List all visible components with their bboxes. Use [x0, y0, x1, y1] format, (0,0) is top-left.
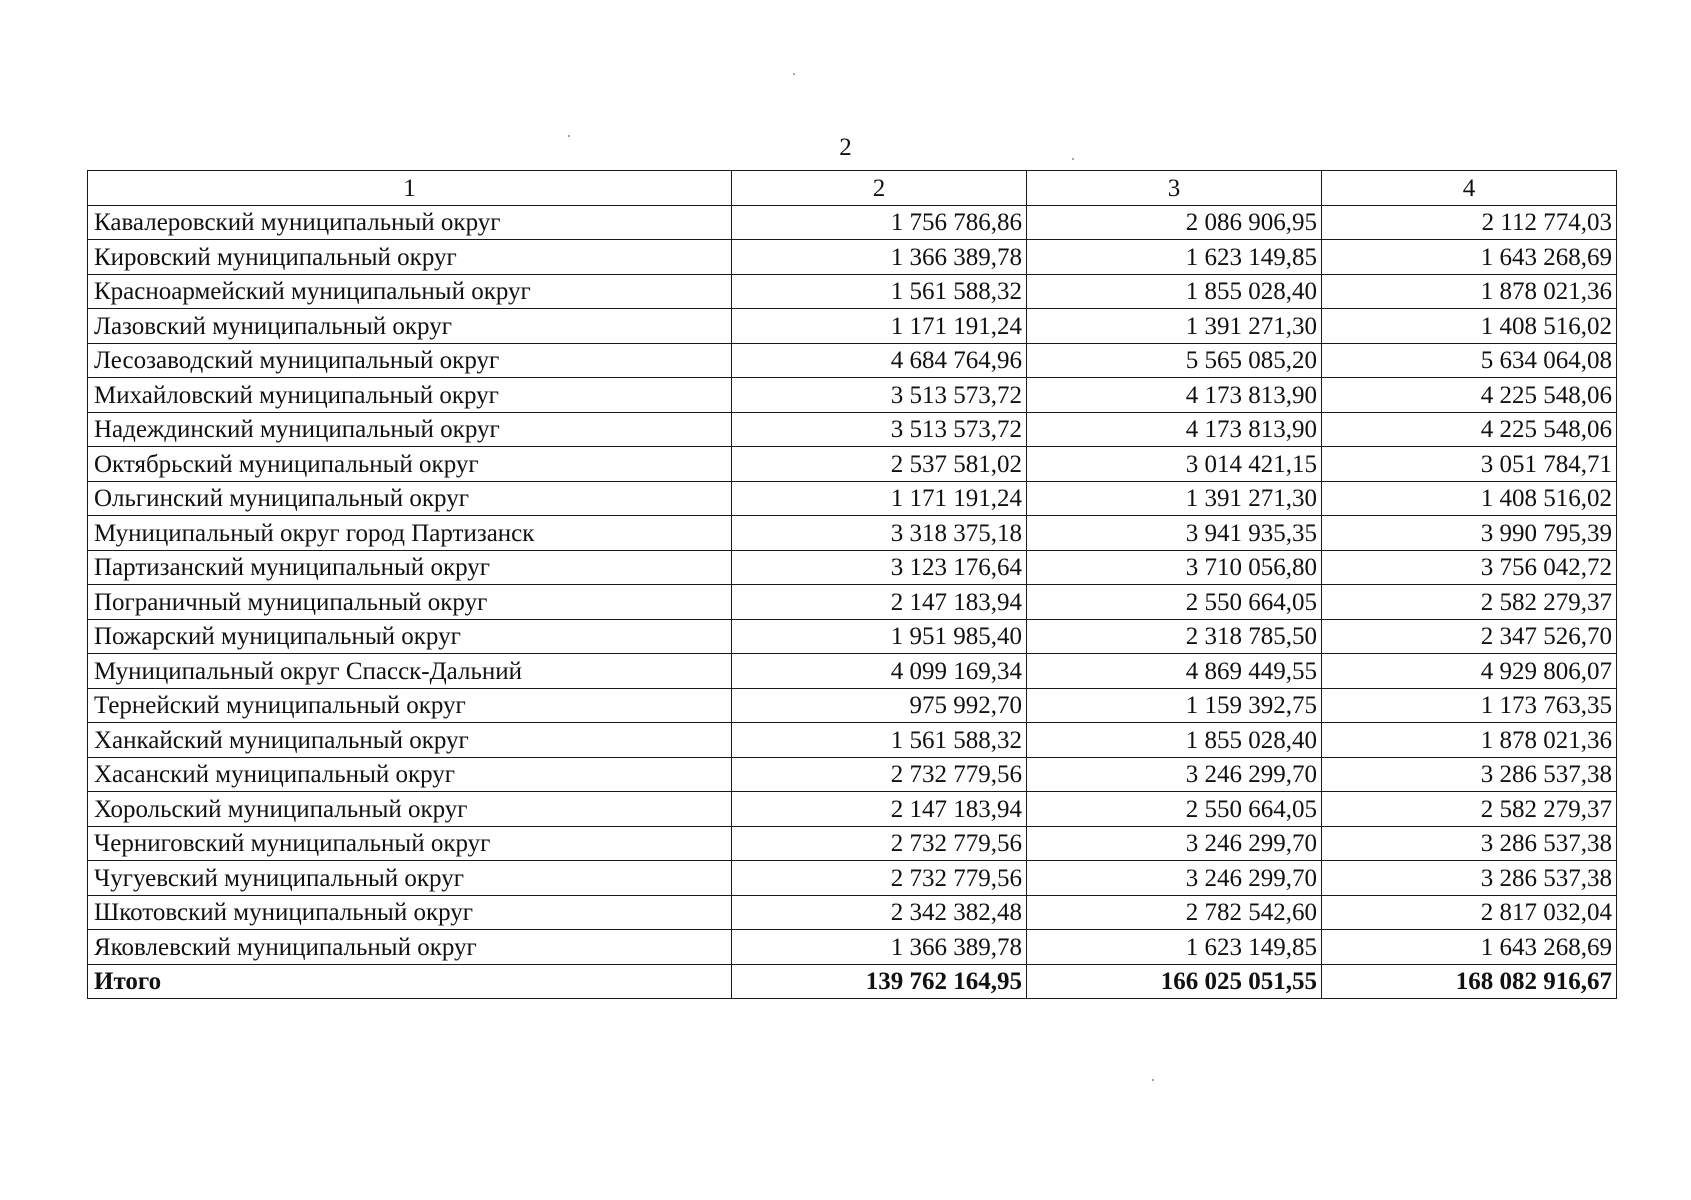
district-name: Октябрьский муниципальный округ [88, 447, 732, 482]
value-col4: 3 990 795,39 [1322, 516, 1617, 551]
value-col4: 4 225 548,06 [1322, 412, 1617, 447]
district-name: Пожарский муниципальный округ [88, 619, 732, 654]
total-value-col4: 168 082 916,67 [1322, 964, 1617, 999]
value-col3: 1 855 028,40 [1027, 274, 1322, 309]
value-col2: 2 537 581,02 [732, 447, 1027, 482]
value-col2: 2 147 183,94 [732, 792, 1027, 827]
value-col4: 1 408 516,02 [1322, 481, 1617, 516]
total-label: Итого [88, 964, 732, 999]
table-body [88, 205, 1617, 964]
value-col4: 1 643 268,69 [1322, 240, 1617, 275]
value-col2: 2 732 779,56 [732, 826, 1027, 861]
value-col2: 2 732 779,56 [732, 757, 1027, 792]
district-name: Надеждинский муниципальный округ [88, 412, 732, 447]
district-name: Красноармейский муниципальный округ [88, 274, 732, 309]
value-col4: 3 756 042,72 [1322, 550, 1617, 585]
district-name: Хорольский муниципальный округ [88, 792, 732, 827]
value-col3: 3 710 056,80 [1027, 550, 1322, 585]
table-row [88, 688, 1617, 723]
district-name: Чугуевский муниципальный округ [88, 861, 732, 896]
table-row [88, 309, 1617, 344]
value-col2: 2 147 183,94 [732, 585, 1027, 620]
district-name: Лесозаводский муниципальный округ [88, 343, 732, 378]
value-col2: 3 123 176,64 [732, 550, 1027, 585]
column-number-1: 1 [88, 171, 732, 206]
table-row [88, 654, 1617, 689]
value-col3: 1 159 392,75 [1027, 688, 1322, 723]
value-col2: 2 342 382,48 [732, 895, 1027, 930]
value-col4: 4 929 806,07 [1322, 654, 1617, 689]
table-row [88, 723, 1617, 758]
value-col3: 3 246 299,70 [1027, 826, 1322, 861]
value-col2: 1 366 389,78 [732, 930, 1027, 965]
value-col4: 1 408 516,02 [1322, 309, 1617, 344]
value-col3: 3 014 421,15 [1027, 447, 1322, 482]
district-name: Партизанский муниципальный округ [88, 550, 732, 585]
value-col3: 5 565 085,20 [1027, 343, 1322, 378]
district-name: Кировский муниципальный округ [88, 240, 732, 275]
column-number-3: 3 [1027, 171, 1322, 206]
table-row [88, 205, 1617, 240]
district-name: Яковлевский муниципальный округ [88, 930, 732, 965]
value-col2: 4 684 764,96 [732, 343, 1027, 378]
value-col2: 4 099 169,34 [732, 654, 1027, 689]
table-row [88, 826, 1617, 861]
value-col2: 2 732 779,56 [732, 861, 1027, 896]
table-row [88, 895, 1617, 930]
table-row [88, 447, 1617, 482]
district-name: Тернейский муниципальный округ [88, 688, 732, 723]
value-col2: 1 171 191,24 [732, 309, 1027, 344]
value-col2: 3 513 573,72 [732, 412, 1027, 447]
value-col4: 2 112 774,03 [1322, 205, 1617, 240]
value-col3: 4 173 813,90 [1027, 412, 1322, 447]
table-row [88, 481, 1617, 516]
municipal-districts-table [87, 170, 1617, 999]
table-row [88, 792, 1617, 827]
district-name: Муниципальный округ город Партизанск [88, 516, 732, 551]
value-col2: 1 366 389,78 [732, 240, 1027, 275]
district-name: Ольгинский муниципальный округ [88, 481, 732, 516]
value-col3: 2 550 664,05 [1027, 792, 1322, 827]
value-col2: 3 513 573,72 [732, 378, 1027, 413]
value-col4: 3 286 537,38 [1322, 826, 1617, 861]
value-col3: 1 391 271,30 [1027, 481, 1322, 516]
value-col3: 2 550 664,05 [1027, 585, 1322, 620]
value-col4: 2 347 526,70 [1322, 619, 1617, 654]
value-col4: 1 878 021,36 [1322, 723, 1617, 758]
value-col4: 1 173 763,35 [1322, 688, 1617, 723]
value-col3: 2 086 906,95 [1027, 205, 1322, 240]
district-name: Шкотовский муниципальный округ [88, 895, 732, 930]
value-col3: 2 782 542,60 [1027, 895, 1322, 930]
value-col3: 4 173 813,90 [1027, 378, 1322, 413]
district-name: Михайловский муниципальный округ [88, 378, 732, 413]
value-col2: 3 318 375,18 [732, 516, 1027, 551]
table-row [88, 343, 1617, 378]
value-col4: 2 582 279,37 [1322, 792, 1617, 827]
value-col3: 1 623 149,85 [1027, 240, 1322, 275]
value-col4: 3 286 537,38 [1322, 861, 1617, 896]
table-row [88, 240, 1617, 275]
table-row [88, 516, 1617, 551]
value-col2: 1 561 588,32 [732, 723, 1027, 758]
value-col4: 2 817 032,04 [1322, 895, 1617, 930]
table-row [88, 274, 1617, 309]
value-col4: 1 643 268,69 [1322, 930, 1617, 965]
value-col3: 3 246 299,70 [1027, 757, 1322, 792]
district-name: Пограничный муниципальный округ [88, 585, 732, 620]
value-col4: 2 582 279,37 [1322, 585, 1617, 620]
total-value-col2: 139 762 164,95 [732, 964, 1027, 999]
value-col4: 5 634 064,08 [1322, 343, 1617, 378]
value-col2: 1 561 588,32 [732, 274, 1027, 309]
value-col3: 4 869 449,55 [1027, 654, 1322, 689]
page-number: 2 [839, 134, 852, 161]
table-row [88, 550, 1617, 585]
district-name: Муниципальный округ Спасск-Дальний [88, 654, 732, 689]
table-row [88, 412, 1617, 447]
value-col2: 1 756 786,86 [732, 205, 1027, 240]
total-value-col3: 166 025 051,55 [1027, 964, 1322, 999]
district-name: Кавалеровский муниципальный округ [88, 205, 732, 240]
district-name: Лазовский муниципальный округ [88, 309, 732, 344]
district-name: Черниговский муниципальный округ [88, 826, 732, 861]
value-col4: 3 286 537,38 [1322, 757, 1617, 792]
value-col3: 2 318 785,50 [1027, 619, 1322, 654]
table-row [88, 757, 1617, 792]
table-row [88, 619, 1617, 654]
value-col3: 1 623 149,85 [1027, 930, 1322, 965]
value-col2: 1 951 985,40 [732, 619, 1027, 654]
table-row [88, 585, 1617, 620]
column-number-4: 4 [1322, 171, 1617, 206]
table-row [88, 378, 1617, 413]
value-col4: 3 051 784,71 [1322, 447, 1617, 482]
value-col3: 3 941 935,35 [1027, 516, 1322, 551]
value-col3: 1 855 028,40 [1027, 723, 1322, 758]
value-col4: 4 225 548,06 [1322, 378, 1617, 413]
table-row [88, 930, 1617, 965]
value-col2: 1 171 191,24 [732, 481, 1027, 516]
district-name: Ханкайский муниципальный округ [88, 723, 732, 758]
total-row [88, 964, 1617, 999]
column-number-row [88, 171, 1617, 206]
value-col2: 975 992,70 [732, 688, 1027, 723]
column-number-2: 2 [732, 171, 1027, 206]
table-row [88, 861, 1617, 896]
value-col3: 1 391 271,30 [1027, 309, 1322, 344]
value-col3: 3 246 299,70 [1027, 861, 1322, 896]
value-col4: 1 878 021,36 [1322, 274, 1617, 309]
district-name: Хасанский муниципальный округ [88, 757, 732, 792]
